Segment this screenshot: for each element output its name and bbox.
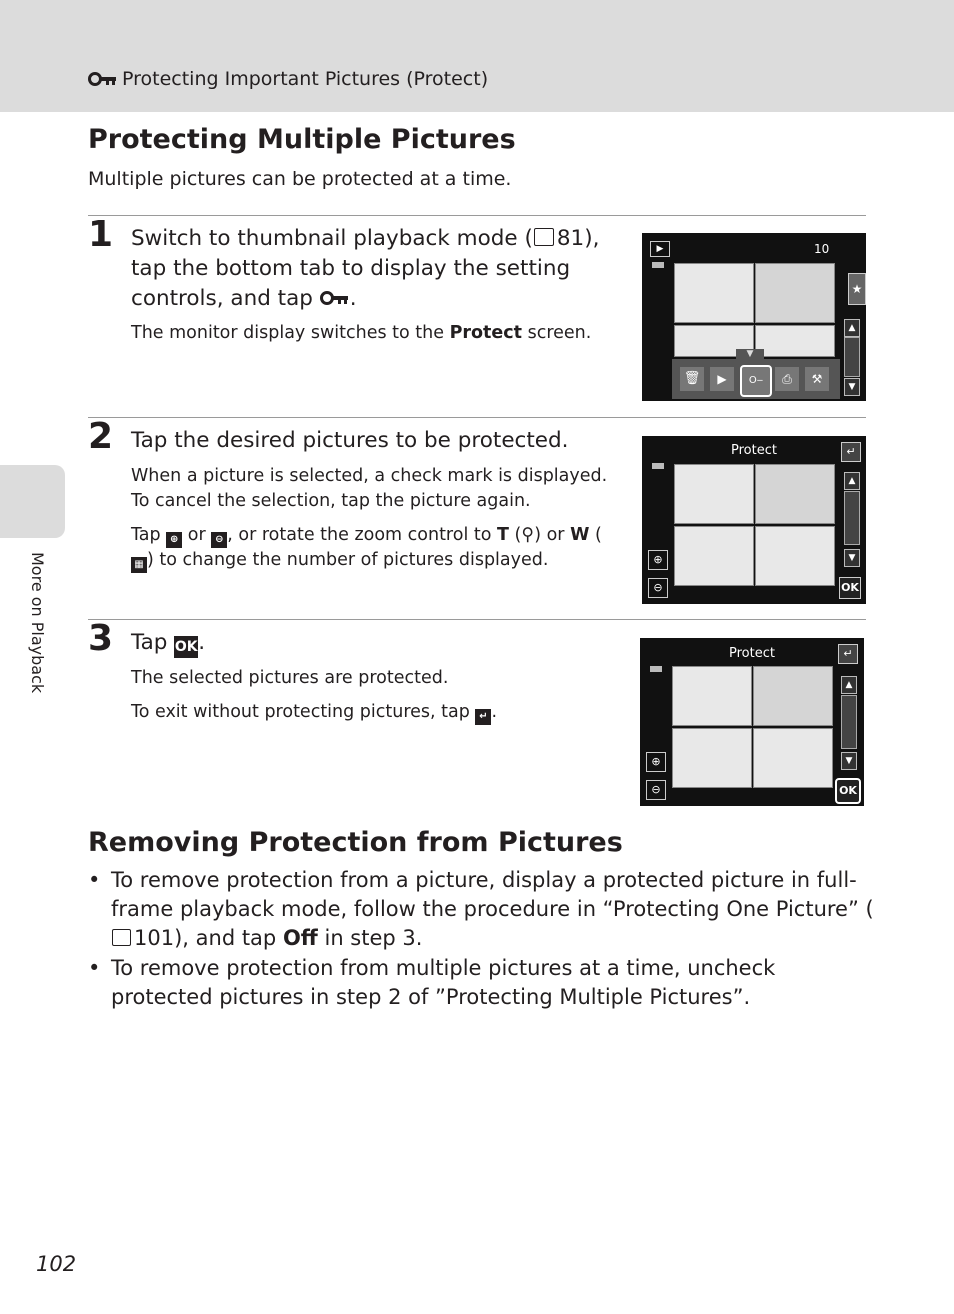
step1-note: The monitor display switches to the Protect screen. — [131, 323, 592, 343]
scrollbar[interactable] — [841, 695, 857, 749]
delete-icon[interactable]: 🗑 — [680, 367, 704, 391]
removal-bullet-list — [88, 866, 878, 1013]
step3-title: Tap OK. — [131, 628, 611, 658]
playback-icon: ▶ — [650, 241, 670, 257]
section-heading-removing-protection: Removing Protection from Pictures — [88, 827, 623, 858]
protect-key-icon — [320, 291, 350, 305]
list-item: • To remove protection from a picture, display a protected picture in full-frame playback mode, follow the procedure in “Protecting One Picture” (101), and tap Off in step 3. — [88, 866, 878, 953]
zoom-in-icon: ⊕ — [166, 532, 182, 548]
print-order-icon[interactable]: ⎙ — [775, 367, 799, 391]
scroll-up-button[interactable]: ▲ — [844, 319, 860, 337]
thumbnail-grid-icon: ▦ — [131, 557, 147, 573]
step-number: 1 — [88, 214, 114, 255]
header-title-text: Protecting Important Pictures (Protect) — [122, 68, 489, 90]
step2-title: Tap the desired pictures to be protected. — [131, 428, 569, 453]
thumbnail-portrait[interactable] — [674, 263, 754, 323]
battery-icon — [652, 262, 664, 268]
setup-wrench-icon[interactable]: ⚒ — [805, 367, 829, 391]
thumbnail-mother-child[interactable] — [753, 728, 833, 788]
zoom-in-button[interactable]: ⊕ — [646, 752, 666, 772]
ok-button[interactable]: OK — [839, 577, 861, 599]
scroll-down-button[interactable]: ▼ — [844, 549, 860, 567]
section-lead: Multiple pictures can be protected at a time. — [88, 168, 512, 190]
scrollbar[interactable] — [844, 337, 860, 377]
step2-note-1: When a picture is selected, a check mark is displayed. To cancel the selection, tap the picture again. — [131, 466, 608, 511]
camera-screen-thumbnail — [642, 233, 866, 401]
scroll-down-button[interactable]: ▼ — [844, 378, 860, 396]
camera-screen-protect-ok — [640, 638, 864, 806]
list-item: • To remove protection from multiple pictures at a time, uncheck protected pictures in step 2 of ”Protecting Multiple Pictures”. — [88, 954, 878, 1012]
battery-icon — [650, 666, 662, 672]
page-header — [0, 0, 954, 112]
zoom-in-button[interactable]: ⊕ — [648, 550, 668, 570]
thumbnail-portrait[interactable] — [672, 666, 752, 726]
thumbnail-flowers[interactable] — [755, 464, 835, 524]
protect-key-icon — [88, 72, 118, 86]
book-ref-icon — [534, 228, 554, 246]
thumbnail-family[interactable] — [674, 526, 754, 586]
thumbnail-mother-child[interactable] — [755, 526, 835, 586]
screen-title: Protect — [731, 443, 777, 458]
chevron-down-icon[interactable]: ▼ — [736, 349, 764, 361]
back-icon: ↵ — [475, 709, 491, 725]
divider — [88, 417, 866, 418]
sidebar-tab-label: More on Playback — [28, 552, 47, 694]
divider — [88, 215, 866, 216]
favorite-star-icon[interactable]: ★ — [848, 273, 866, 305]
ok-icon: OK — [174, 636, 198, 658]
divider — [88, 619, 866, 620]
camera-screen-protect — [642, 436, 866, 604]
thumbnail-family[interactable] — [672, 728, 752, 788]
back-button[interactable]: ↵ — [838, 644, 858, 664]
back-button[interactable]: ↵ — [841, 442, 861, 462]
book-ref-icon — [112, 929, 131, 946]
settings-toolbar — [672, 349, 840, 399]
scrollbar[interactable] — [844, 491, 860, 545]
thumbnail-mother-child[interactable] — [755, 325, 835, 357]
section-heading-protecting-multiple: Protecting Multiple Pictures — [88, 124, 516, 155]
step2-note-2: Tap ⊕ or ⊖ , or rotate the zoom control to T (⚲) or W (▦ ) to change the number of pictures displayed. — [131, 523, 611, 573]
scroll-up-button[interactable]: ▲ — [841, 676, 857, 694]
step-number: 2 — [88, 416, 114, 457]
battery-icon — [652, 463, 664, 469]
thumbnail-portrait[interactable] — [674, 464, 754, 524]
step3-note-1: The selected pictures are protected. — [131, 668, 449, 688]
protect-button[interactable]: O‒ — [740, 365, 772, 397]
step3-note-2: To exit without protecting pictures, tap ↵ . — [131, 700, 611, 725]
sidebar-tab — [0, 465, 65, 538]
scroll-up-button[interactable]: ▲ — [844, 472, 860, 490]
zoom-out-button[interactable]: ⊖ — [648, 578, 668, 598]
screen-title: Protect — [729, 646, 775, 661]
ok-button[interactable]: OK — [835, 778, 861, 804]
thumbnail-flowers[interactable] — [753, 666, 833, 726]
scroll-down-button[interactable]: ▼ — [841, 752, 857, 770]
header-title — [88, 68, 488, 90]
step-number: 3 — [88, 618, 114, 659]
picture-counter: 10 — [814, 242, 830, 256]
zoom-out-button[interactable]: ⊖ — [646, 780, 666, 800]
slideshow-icon[interactable]: ▶ — [710, 367, 734, 391]
page-number: 102 — [36, 1252, 77, 1276]
magnify-icon: ⚲ — [521, 525, 535, 545]
thumbnail-flowers[interactable] — [755, 263, 835, 323]
zoom-out-icon: ⊖ — [211, 532, 227, 548]
step1-title: Switch to thumbnail playback mode ( 81), tap the bottom tab to display the setting controls, and tap . — [131, 226, 600, 311]
